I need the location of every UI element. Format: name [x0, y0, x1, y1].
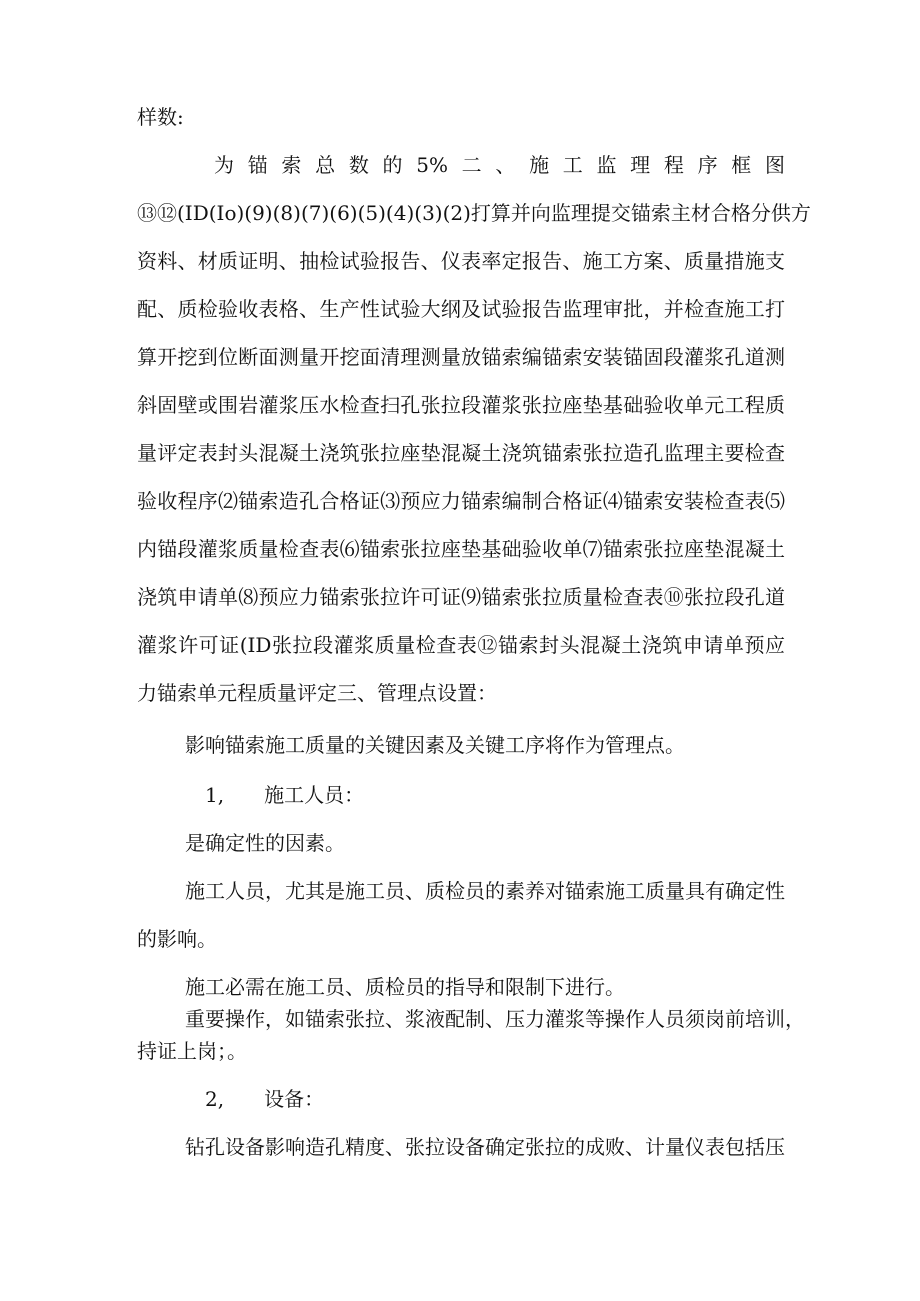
text-line-17: 施工人员，尤其是施工员、质检员的素养对锚索施工质量具有确定性	[185, 879, 785, 903]
text-line-20: 重要操作，如锚索张拉、浆液配制、压力灌浆等操作人员须岗前培训，	[185, 1007, 805, 1031]
text-line-19: 施工必需在施工员、质检员的指导和限制下进行。	[185, 975, 625, 999]
list-item-1	[205, 782, 785, 808]
text-line-5: 配、质检验收表格、生产性试验大纲及试验报告监理审批，并检查施工打	[137, 297, 785, 321]
text-line-16: 是确定性的因素。	[185, 831, 345, 855]
text-line-3: ⑬⑫(ID(Io)(9)(8)(7)(6)(5)(4)(3)(2)打算并向监理提交锚索主材合格分供方	[137, 201, 811, 225]
list-item-2	[205, 1086, 785, 1112]
list-item-number: 1,	[205, 783, 225, 807]
text-line-11: 浇筑申请单⑻预应力锚索张拉许可证⑼锚索张拉质量检查表⑩张拉段孔道	[137, 585, 785, 609]
list-item-number: 2,	[205, 1087, 225, 1111]
text-line-21: 持证上岗；。	[137, 1039, 247, 1063]
text-line-9: 验收程序⑵锚索造孔合格证⑶预应力锚索编制合格证⑷锚索安装检查表⑸	[137, 489, 785, 513]
text-line-18: 的影响。	[137, 927, 217, 951]
text-line-23: 钻孔设备影响造孔精度、张拉设备确定张拉的成败、计量仪表包括压	[185, 1135, 785, 1159]
text-line-4: 资料、材质证明、抽检试验报告、仪表率定报告、施工方案、质量措施支	[137, 249, 785, 273]
text-line-6: 算开挖到位断面测量开挖面清理测量放锚索编锚索安装锚固段灌浆孔道测	[137, 345, 785, 369]
text-line-13: 力锚索单元程质量评定三、管理点设置：	[137, 681, 497, 705]
text-line-12: 灌浆许可证(ID张拉段灌浆质量检查表⑫锚索封头混凝土浇筑申请单预应	[137, 633, 785, 657]
text-line-10: 内锚段灌浆质量检查表⑹锚索张拉座垫基础验收单⑺锚索张拉座垫混凝土	[137, 537, 785, 561]
text-line-8: 量评定表封头混凝土浇筑张拉座垫混凝土浇筑锚索张拉造孔监理主要检查	[137, 441, 785, 465]
text-line-7: 斜固壁或围岩灌浆压水检查扫孔张拉段灌浆张拉座垫基础验收单元工程质	[137, 393, 785, 417]
list-item-label: 施工人员：	[264, 783, 365, 807]
text-line-1: 样数:	[137, 105, 184, 129]
text-line-14: 影响锚索施工质量的关键因素及关键工序将作为管理点。	[185, 733, 685, 757]
list-item-label: 设备：	[264, 1087, 325, 1111]
text-line-2: 为锚索总数的5%二、施工监理程序框图	[214, 153, 785, 177]
